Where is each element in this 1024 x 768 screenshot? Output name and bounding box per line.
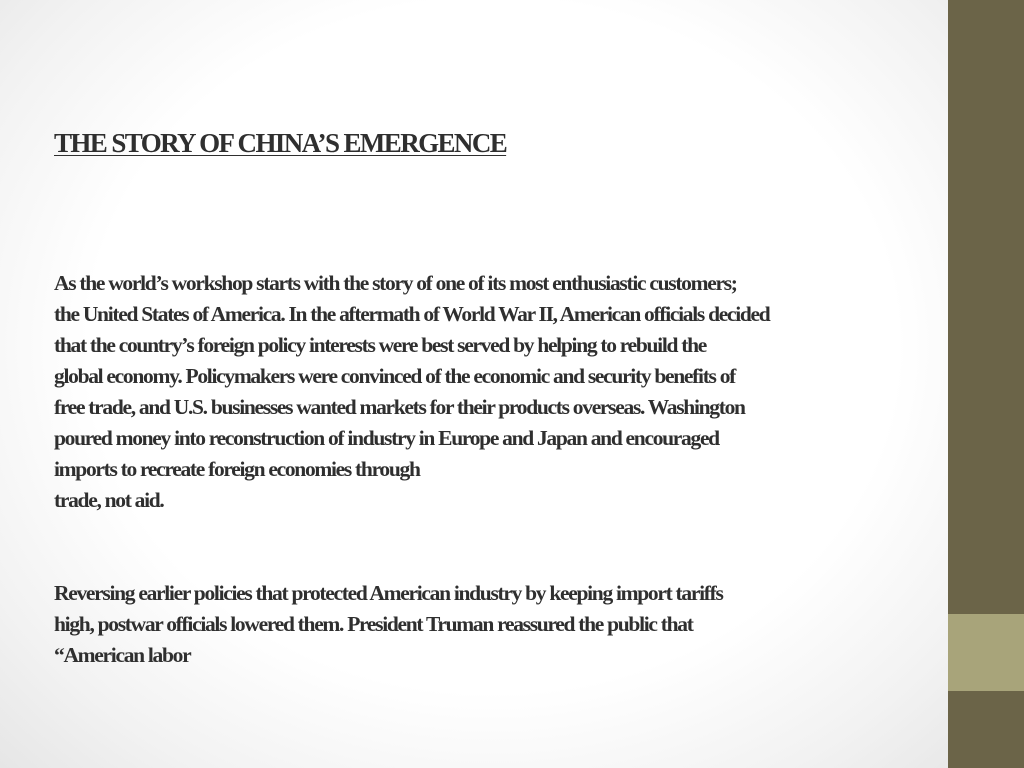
- paragraph-line: poured money into reconstruction of industry in Europe and Japan and encouraged: [54, 426, 719, 450]
- paragraph-line: free trade, and U.S. businesses wanted markets for their products overseas. Washington: [54, 395, 745, 419]
- paragraph-line: imports to recreate foreign economies through: [54, 457, 420, 481]
- body-paragraph-1: [54, 268, 979, 516]
- paragraph-line: As the world’s workshop starts with the story of one of its most enthusiastic customers;: [54, 271, 737, 295]
- paragraph-line: trade, not aid.: [54, 488, 164, 512]
- body-paragraph-2: [54, 578, 979, 671]
- slide-content: [54, 126, 979, 671]
- paragraph-line: that the country’s foreign policy interests were best served by helping to rebuild the: [54, 333, 707, 357]
- paragraph-line: high, postwar officials lowered them. President Truman reassured the public that: [54, 612, 693, 636]
- paragraph-line: global economy. Policymakers were convinced of the economic and security benefits of: [54, 364, 736, 388]
- slide-title: THE STORY OF CHINA’S EMERGENCE: [54, 128, 507, 158]
- paragraph-line: “American labor: [54, 643, 191, 667]
- paragraph-line: Reversing earlier policies that protected American industry by keeping import tariffs: [54, 581, 723, 605]
- paragraph-line: the United States of America. In the aftermath of World War II, American officials decided: [54, 302, 770, 326]
